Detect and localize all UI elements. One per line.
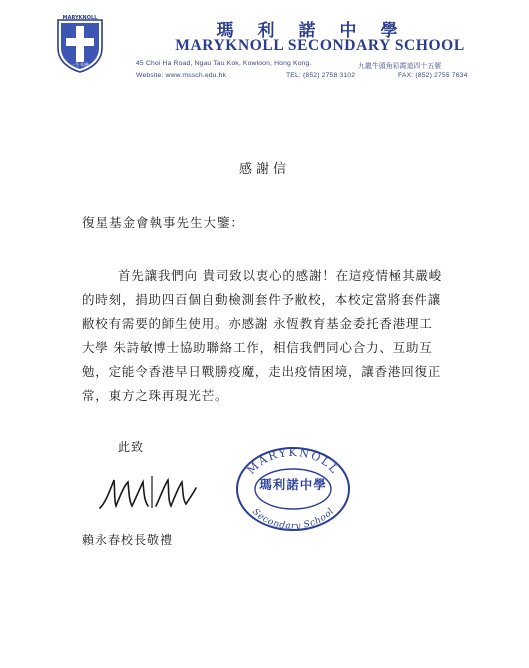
body-line: 大學 朱詩敏博士協助聯絡工作，相信我們同心合力、互助互 [82,340,433,355]
body-line: 的時刻，捐助四百個自動檢測套件予敝校，本校定當將套件讓 [82,292,442,307]
website-text: Website: www.mssch.edu.hk [136,72,227,79]
stamp-center-text: 瑪利諾中學 [259,477,327,492]
svg-text:Secondary School: Secondary School [249,507,337,532]
fax-text: FAX: (852) 2755 7634 [398,72,468,79]
body-line: 敝校有需要的師生使用。亦感謝 永恆教育基金委托香港理工 [82,316,433,331]
letter-title: 感謝信 [238,162,290,177]
school-name-chinese: 瑪利諾中學 [216,21,422,41]
principal-signature [96,468,206,514]
body-line: 首先讓我們向 貴司致以衷心的感謝！在這疫情極其嚴峻 [118,268,442,283]
svg-text:MARYKNOLL: MARYKNOLL [62,15,98,21]
school-crest-logo [54,14,106,74]
closing-text: 此致 [118,440,145,454]
svg-text:一生·知善: 一生·知善 [71,62,89,67]
school-stamp [234,446,352,532]
body-line: 常，東方之珠再現光芒。 [82,388,229,403]
body-line: 勉，定能令香港早日戰勝疫魔，走出疫情困境，讓香港回復正 [82,364,442,379]
address-chinese: 九龍牛頭角彩霞道四十五號 [358,63,442,70]
signer-name: 賴永春校長敬禮 [82,533,174,547]
svg-text:MARYKNOLL: MARYKNOLL [244,446,342,477]
school-name-english: MARYKNOLL SECONDARY SCHOOL [175,37,465,54]
address-english: 45 Choi Ha Road, Ngau Tau Kok, Kowloon, Hong Kong. [136,60,312,67]
telephone-text: TEL: (852) 2758 3102 [286,72,356,79]
salutation: 復星基金會執事先生大鑒： [82,215,245,230]
